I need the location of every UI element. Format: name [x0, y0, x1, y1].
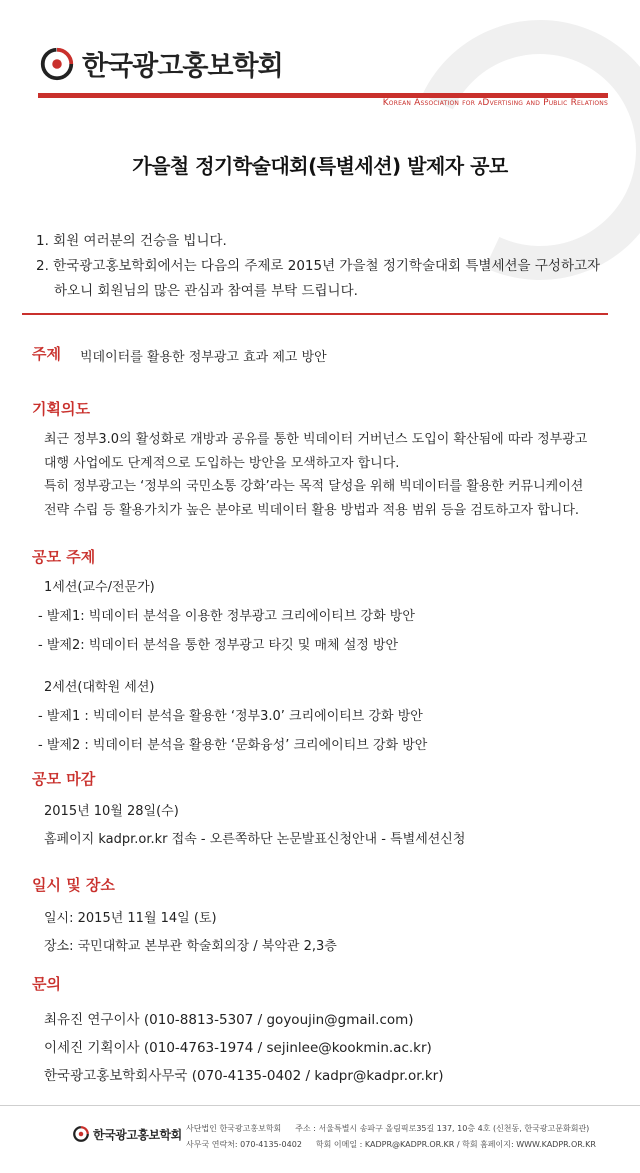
- purpose-line: 최근 정부3.0의 활성화로 개방과 공유를 통한 빅데이터 거버넌스 도입이 확산됨에 따라 정부광고: [44, 432, 588, 447]
- purpose-line: 특히 정부광고는 ‘정부의 국민소통 강화’라는 목적 달성을 위해 빅데이터를 활용한 커뮤니케이션: [44, 479, 584, 494]
- footer-logo-icon: [72, 1125, 90, 1143]
- contact-line: 한국광고홍보학회사무국 (070-4135-0402 / kadpr@kadpr.or.kr): [44, 1068, 444, 1084]
- session2-item: - 발제2 : 빅데이터 분석을 활용한 ‘문화융성’ 크리에이티브 강화 방안: [38, 738, 428, 753]
- page-header: [0, 0, 640, 120]
- topics-heading: 공모 주제: [32, 548, 96, 566]
- footer-email-web: 학회 이메일 : KADPR@KADPR.OR.KR / 학회 홈페이지: WWW.KADPR.OR.KR: [315, 1140, 596, 1149]
- contact-line: 최유진 연구이사 (010-8813-5307 / goyoujin@gmail.com): [44, 1012, 414, 1028]
- deadline-heading: 공모 마감: [32, 770, 96, 788]
- footer-address: 주소 : 서울특별시 송파구 올림픽로35길 137, 10층 4호 (신천동, 한국광고문화회관): [295, 1124, 590, 1133]
- intro-line-3: 하오니 회원님의 많은 관심과 참여를 부탁 드립니다.: [54, 283, 358, 299]
- session2-title: 2세션(대학원 세션): [44, 680, 155, 695]
- purpose-heading: 기획의도: [32, 400, 90, 418]
- session1-title: 1세션(교수/전문가): [44, 580, 155, 595]
- footer-logo: [72, 1125, 182, 1143]
- org-logo: [38, 44, 283, 83]
- org-name: 한국광고홍보학회: [82, 51, 283, 82]
- schedule-date: 일시: 2015년 11월 14일 (토): [44, 911, 217, 926]
- session1-item: - 발제2: 빅데이터 분석을 통한 정부광고 타깃 및 매체 설정 방안: [38, 638, 399, 653]
- footer-org-name: 한국광고홍보학회: [93, 1127, 182, 1142]
- intro-line-1: 1. 회원 여러분의 건승을 빕니다.: [36, 233, 227, 249]
- footer-info: [186, 1121, 596, 1153]
- schedule-place: 장소: 국민대학교 본부관 학술회의장 / 북악관 2,3층: [44, 939, 337, 954]
- footer-phone: 사무국 연락처: 070-4135-0402: [186, 1140, 302, 1149]
- contact-heading: 문의: [32, 975, 61, 993]
- org-logo-icon: [38, 45, 76, 83]
- footer-divider: [0, 1105, 640, 1106]
- purpose-line: 전략 수립 등 활용가치가 높은 분야로 빅데이터 활용 방법과 적용 범위 등을 검토하고자 합니다.: [44, 502, 580, 518]
- org-english-name: Korean Association for aDvertising and Public Relations: [382, 98, 608, 108]
- page-title: 가을철 정기학술대회(특별세션) 발제자 공모: [132, 154, 508, 178]
- purpose-body: [44, 428, 587, 522]
- deadline-method: 홈페이지 kadpr.or.kr 접속 - 오른쪽하단 논문발표신청안내 - 특별세션신청: [44, 832, 466, 847]
- contact-line: 이세진 기획이사 (010-4763-1974 / sejinlee@kookmin.ac.kr): [44, 1040, 432, 1056]
- schedule-heading: 일시 및 장소: [32, 876, 115, 894]
- purpose-line: 대행 사업에도 단계적으로 도입하는 방안을 모색하고자 합니다.: [44, 455, 400, 471]
- subject-heading: 주제: [32, 345, 61, 363]
- deadline-date: 2015년 10월 28일(수): [44, 804, 179, 819]
- intro-line-2: 2. 한국광고홍보학회에서는 다음의 주제로 2015년 가을철 정기학술대회 특별세션을 구성하고자: [36, 258, 601, 274]
- section-divider: [22, 313, 608, 315]
- session1-item: - 발제1: 빅데이터 분석을 이용한 정부광고 크리에이티브 강화 방안: [38, 609, 415, 624]
- subject-text: 빅데이터를 활용한 정부광고 효과 제고 방안: [80, 350, 327, 365]
- session2-item: - 발제1 : 빅데이터 분석을 활용한 ‘정부3.0’ 크리에이티브 강화 방안: [38, 709, 423, 724]
- footer-corp: 사단법인 한국광고홍보학회: [186, 1124, 282, 1133]
- intro-block: [36, 229, 600, 304]
